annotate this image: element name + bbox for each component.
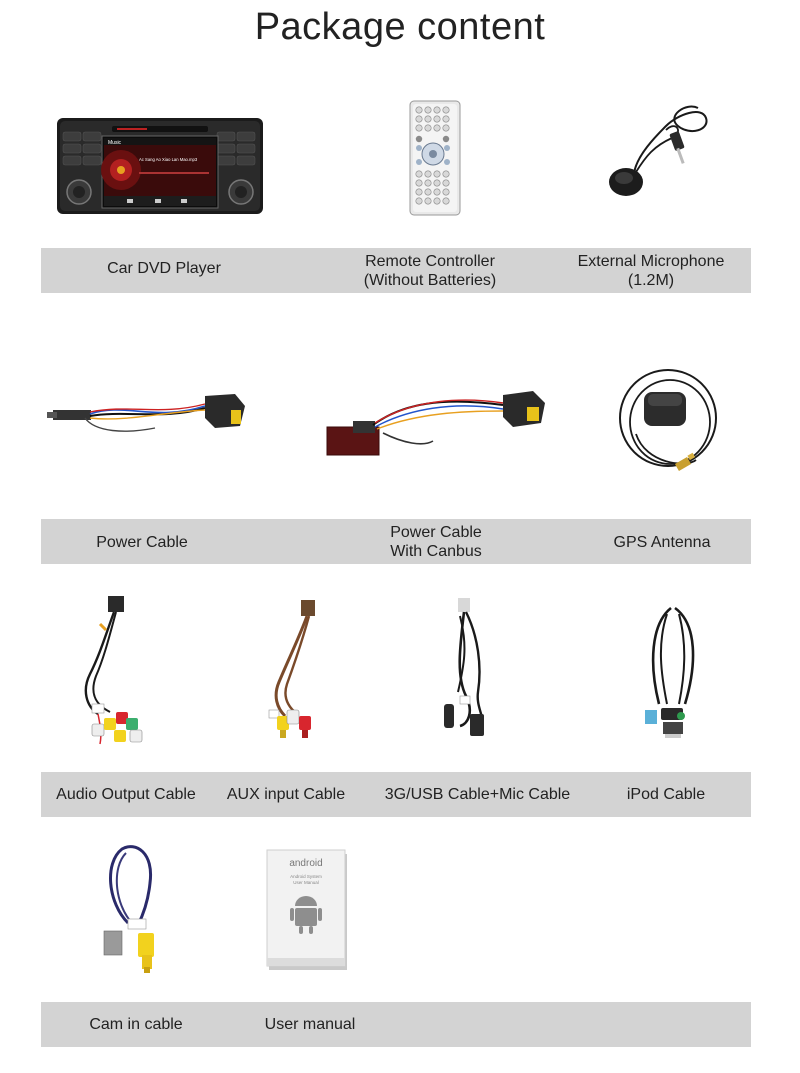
audio-output-cable-icon — [70, 594, 150, 756]
remote-controller-icon — [409, 100, 461, 216]
label-audio-output-cable: Audio Output Cable — [56, 786, 196, 803]
microphone-icon — [606, 96, 714, 204]
page-title: Package content — [254, 6, 546, 48]
label-remote-controller: Remote Controller (Without Batteries) — [363, 253, 497, 289]
screen-track-title: Ac Sang Ao Xiao Lan Mao.mp3 — [139, 157, 198, 162]
gps-antenna-icon — [616, 364, 720, 476]
usb-mic-cable-icon — [438, 596, 498, 742]
label-user-manual: User manual — [264, 1016, 356, 1033]
label-car-dvd-player: Car DVD Player — [107, 260, 221, 277]
user-manual-icon — [265, 848, 351, 972]
screen-mode-label: Music — [108, 140, 122, 146]
label-usb-mic-cable: 3G/USB Cable+Mic Cable — [384, 786, 571, 803]
label-aux-input-cable: AUX input Cable — [226, 786, 346, 803]
manual-subtitle-2: User Manual — [293, 880, 319, 885]
label-power-cable-canbus: Power Cable With Canbus — [390, 524, 482, 560]
label-power-cable: Power Cable — [96, 534, 188, 551]
power-cable-icon — [45, 382, 250, 440]
label-external-microphone: External Microphone (1.2M) — [577, 253, 725, 289]
manual-subtitle-1: Android System — [290, 874, 322, 879]
label-cam-in-cable: Cam in cable — [89, 1016, 183, 1033]
camera-cable-icon — [98, 843, 170, 977]
aux-input-cable-icon — [255, 598, 325, 748]
label-ipod-cable: iPod Cable — [626, 786, 706, 803]
manual-brand: android — [289, 858, 323, 869]
label-gps-antenna: GPS Antenna — [613, 534, 711, 551]
canbus-power-cable-icon — [323, 383, 548, 465]
car-dvd-player-icon — [57, 116, 263, 216]
ipod-cable-icon — [641, 604, 703, 740]
